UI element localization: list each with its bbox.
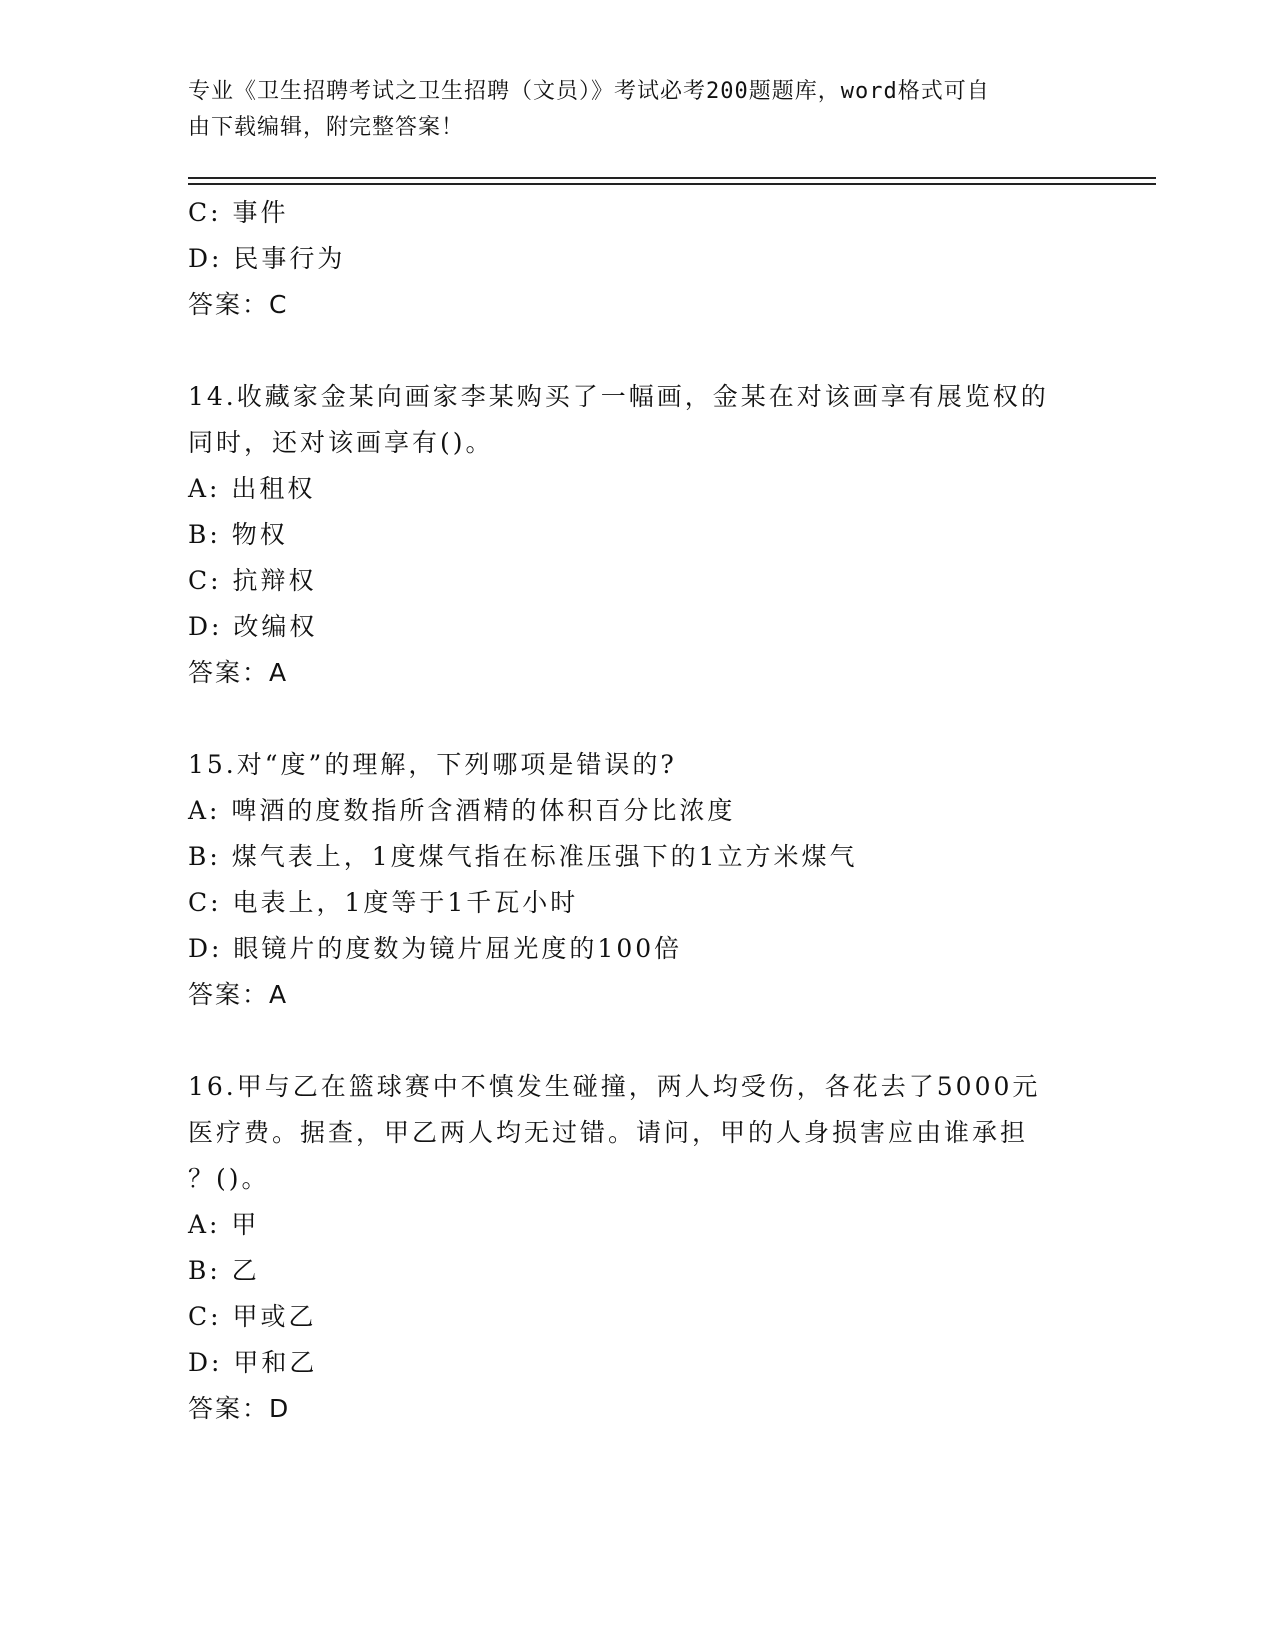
option-a: A: 出租权 — [188, 474, 316, 503]
option-d: D: 民事行为 — [188, 244, 346, 273]
option-d: D: 甲和乙 — [188, 1348, 318, 1377]
question-stem: 14.收藏家金某向画家李某购买了一幅画，金某在对该画享有展览权的 — [188, 382, 1049, 411]
question-16 — [188, 1064, 1088, 1432]
document-header — [188, 74, 1068, 146]
answer-line: 答案：C — [188, 290, 289, 319]
option-c: C: 事件 — [188, 198, 289, 227]
header-divider-bottom — [188, 183, 1156, 185]
question-13-tail — [188, 190, 1088, 328]
option-d: D: 改编权 — [188, 612, 318, 641]
question-15 — [188, 742, 1088, 1018]
option-d: D: 眼镜片的度数为镜片屈光度的100倍 — [188, 934, 683, 963]
header-line-1: 专业《卫生招聘考试之卫生招聘（文员）》考试必考200题题库，word格式可自 — [188, 79, 990, 104]
answer-line: 答案：D — [188, 1394, 291, 1423]
option-a: A: 啤酒的度数指所含酒精的体积百分比浓度 — [188, 796, 736, 825]
option-c: C: 电表上，1度等于1千瓦小时 — [188, 888, 579, 917]
question-14 — [188, 374, 1088, 696]
question-spacer — [188, 328, 1088, 374]
answer-line: 答案：A — [188, 980, 289, 1009]
answer-line: 答案：A — [188, 658, 289, 687]
header-line-2: 由下载编辑，附完整答案！ — [188, 115, 465, 140]
question-stem: 15.对“度”的理解，下列哪项是错误的? — [188, 750, 677, 779]
question-spacer — [188, 1018, 1088, 1064]
header-divider-top — [188, 177, 1156, 179]
option-b: B: 乙 — [188, 1256, 260, 1285]
option-b: B: 物权 — [188, 520, 288, 549]
option-c: C: 抗辩权 — [188, 566, 317, 595]
question-stem: 同时，还对该画享有()。 — [188, 428, 494, 457]
question-list — [188, 190, 1088, 1432]
question-spacer — [188, 696, 1088, 742]
question-stem: ？()。 — [188, 1164, 270, 1193]
question-stem: 医疗费。据查，甲乙两人均无过错。请问，甲的人身损害应由谁承担 — [188, 1118, 1029, 1147]
option-b: B: 煤气表上，1度煤气指在标准压强下的1立方米煤气 — [188, 842, 858, 871]
option-a: A: 甲 — [188, 1210, 260, 1239]
question-stem: 16.甲与乙在篮球赛中不慎发生碰撞，两人均受伤，各花去了5000元 — [188, 1072, 1041, 1101]
option-c: C: 甲或乙 — [188, 1302, 317, 1331]
